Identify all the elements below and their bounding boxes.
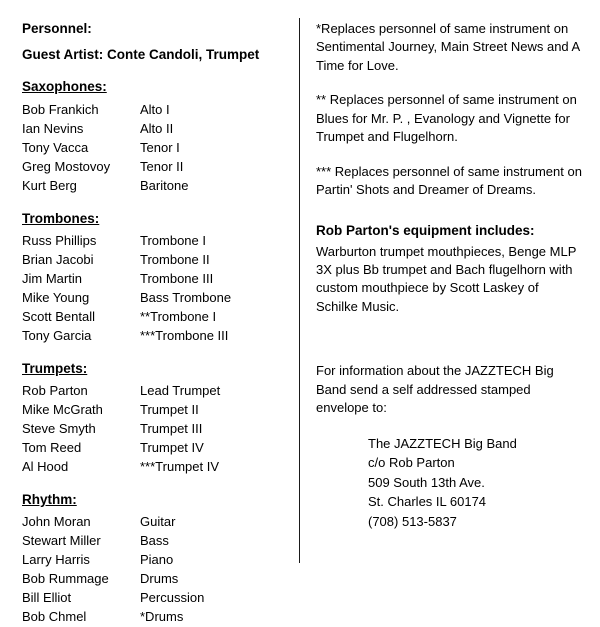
column-divider: [299, 18, 300, 563]
personnel-row: [22, 327, 290, 346]
personnel-row: [22, 251, 290, 270]
personnel-row: [22, 382, 290, 401]
personnel-role: Trombone II: [140, 251, 210, 267]
personnel-role: Trombone III: [140, 270, 214, 286]
personnel-row: [22, 589, 290, 608]
section-rhythm: [22, 491, 290, 627]
personnel-row: [22, 401, 290, 420]
personnel-role: Alto II: [140, 120, 174, 136]
personnel-name: Kurt Berg: [22, 177, 77, 193]
personnel-role: ***Trombone III: [140, 327, 229, 343]
personnel-row: [22, 158, 290, 177]
personnel-name: Russ Phillips: [22, 232, 97, 248]
personnel-role: Trombone I: [140, 232, 206, 248]
personnel-row: [22, 513, 290, 532]
footnote-triple-asterisk: *** Replaces personnel of same instrument on Partin' Shots and Dreamer of Dreams.: [316, 163, 582, 198]
personnel-name: Larry Harris: [22, 551, 90, 567]
section-trombones: [22, 210, 290, 346]
personnel-row: [22, 270, 290, 289]
personnel-name: Tony Vacca: [22, 139, 89, 155]
personnel-row: [22, 232, 290, 251]
address-line: 509 South 13th Ave.: [368, 474, 485, 490]
personnel-name: Mike McGrath: [22, 401, 103, 417]
personnel-row: [22, 532, 290, 551]
personnel-heading: Personnel:: [22, 21, 92, 36]
address-line: The JAZZTECH Big Band: [368, 435, 517, 451]
personnel-row: [22, 551, 290, 570]
personnel-name: Scott Bentall: [22, 308, 95, 324]
personnel-name: Al Hood: [22, 458, 69, 474]
personnel-role: Lead Trumpet: [140, 382, 221, 398]
personnel-name: Tony Garcia: [22, 327, 92, 343]
section-title-trumpets: Trumpets:: [22, 360, 88, 376]
personnel-row: [22, 570, 290, 589]
personnel-role: Trumpet II: [140, 401, 199, 417]
personnel-row: [22, 289, 290, 308]
personnel-role: Alto I: [140, 101, 170, 117]
personnel-role: Bass: [140, 532, 169, 548]
personnel-name: Bob Frankich: [22, 101, 99, 117]
equipment-title: Rob Parton's equipment includes:: [316, 222, 535, 238]
address-line: St. Charles IL 60174: [368, 494, 487, 510]
personnel-role: *Drums: [140, 608, 184, 624]
section-title-trombones: Trombones:: [22, 210, 100, 226]
personnel-role: Trumpet III: [140, 420, 203, 436]
personnel-name: John Moran: [22, 513, 91, 529]
section-title-saxophones: Saxophones:: [22, 79, 107, 95]
personnel-row: [22, 101, 290, 120]
personnel-name: Tom Reed: [22, 439, 82, 455]
contact-block: [316, 362, 584, 531]
personnel-role: Baritone: [140, 177, 189, 193]
contact-intro: For information about the JAZZTECH Big Band send a self addressed stamped envelope to:: [316, 363, 554, 416]
section-list-rhythm: [22, 513, 290, 627]
personnel-role: ***Trumpet IV: [140, 458, 219, 474]
personnel-name: Bob Rummage: [22, 570, 109, 586]
footnote-double-asterisk: ** Replaces personnel of same instrument on Blues for Mr. P. , Evanology and Vignette for Trumpet and Flugelhorn.: [316, 92, 577, 145]
personnel-role: Tenor I: [140, 139, 180, 155]
personnel-column: [22, 20, 290, 627]
personnel-role: Guitar: [140, 513, 176, 529]
personnel-name: Stewart Miller: [22, 532, 101, 548]
phone-number: (708) 513-5837: [368, 513, 457, 529]
address-line: c/o Rob Parton: [368, 455, 455, 471]
footnote-single-asterisk: *Replaces personnel of same instrument on Sentimental Journey, Main Street News and A Time for Love.: [316, 21, 580, 73]
personnel-role: **Trombone I: [140, 308, 217, 324]
personnel-name: Steve Smyth: [22, 420, 96, 436]
personnel-name: Bob Chmel: [22, 608, 87, 624]
personnel-role: Bass Trombone: [140, 289, 232, 305]
personnel-name: Brian Jacobi: [22, 251, 94, 267]
section-list-saxophones: [22, 101, 290, 196]
personnel-row: [22, 458, 290, 477]
personnel-name: Ian Nevins: [22, 120, 84, 136]
personnel-row: [22, 177, 290, 196]
section-saxophones: [22, 78, 290, 195]
personnel-name: Bill Elliot: [22, 589, 72, 605]
personnel-role: Tenor II: [140, 158, 184, 174]
section-title-rhythm: Rhythm:: [22, 491, 77, 507]
personnel-name: Mike Young: [22, 289, 90, 305]
personnel-row: [22, 120, 290, 139]
personnel-row: [22, 308, 290, 327]
personnel-row: [22, 139, 290, 158]
personnel-name: Jim Martin: [22, 270, 82, 286]
personnel-name: Rob Parton: [22, 382, 88, 398]
section-list-trombones: [22, 232, 290, 346]
personnel-role: Trumpet IV: [140, 439, 204, 455]
personnel-row: [22, 420, 290, 439]
personnel-role: Piano: [140, 551, 174, 567]
notes-column: [316, 20, 584, 531]
personnel-row: [22, 608, 290, 627]
equipment-block: [316, 222, 584, 317]
personnel-role: Percussion: [140, 589, 205, 605]
mailing-address: [368, 434, 584, 532]
section-list-trumpets: [22, 382, 290, 477]
guest-artist-line: Guest Artist: Conte Candoli, Trumpet: [22, 47, 260, 63]
personnel-role: Drums: [140, 570, 179, 586]
personnel-name: Greg Mostovoy: [22, 158, 111, 174]
section-trumpets: [22, 360, 290, 477]
equipment-body: Warburton trumpet mouthpieces, Benge MLP 3X plus Bb trumpet and Bach flugelhorn with custom mouthpiece by Scott Laskey of Schilke Music.: [316, 243, 577, 314]
personnel-row: [22, 439, 290, 458]
